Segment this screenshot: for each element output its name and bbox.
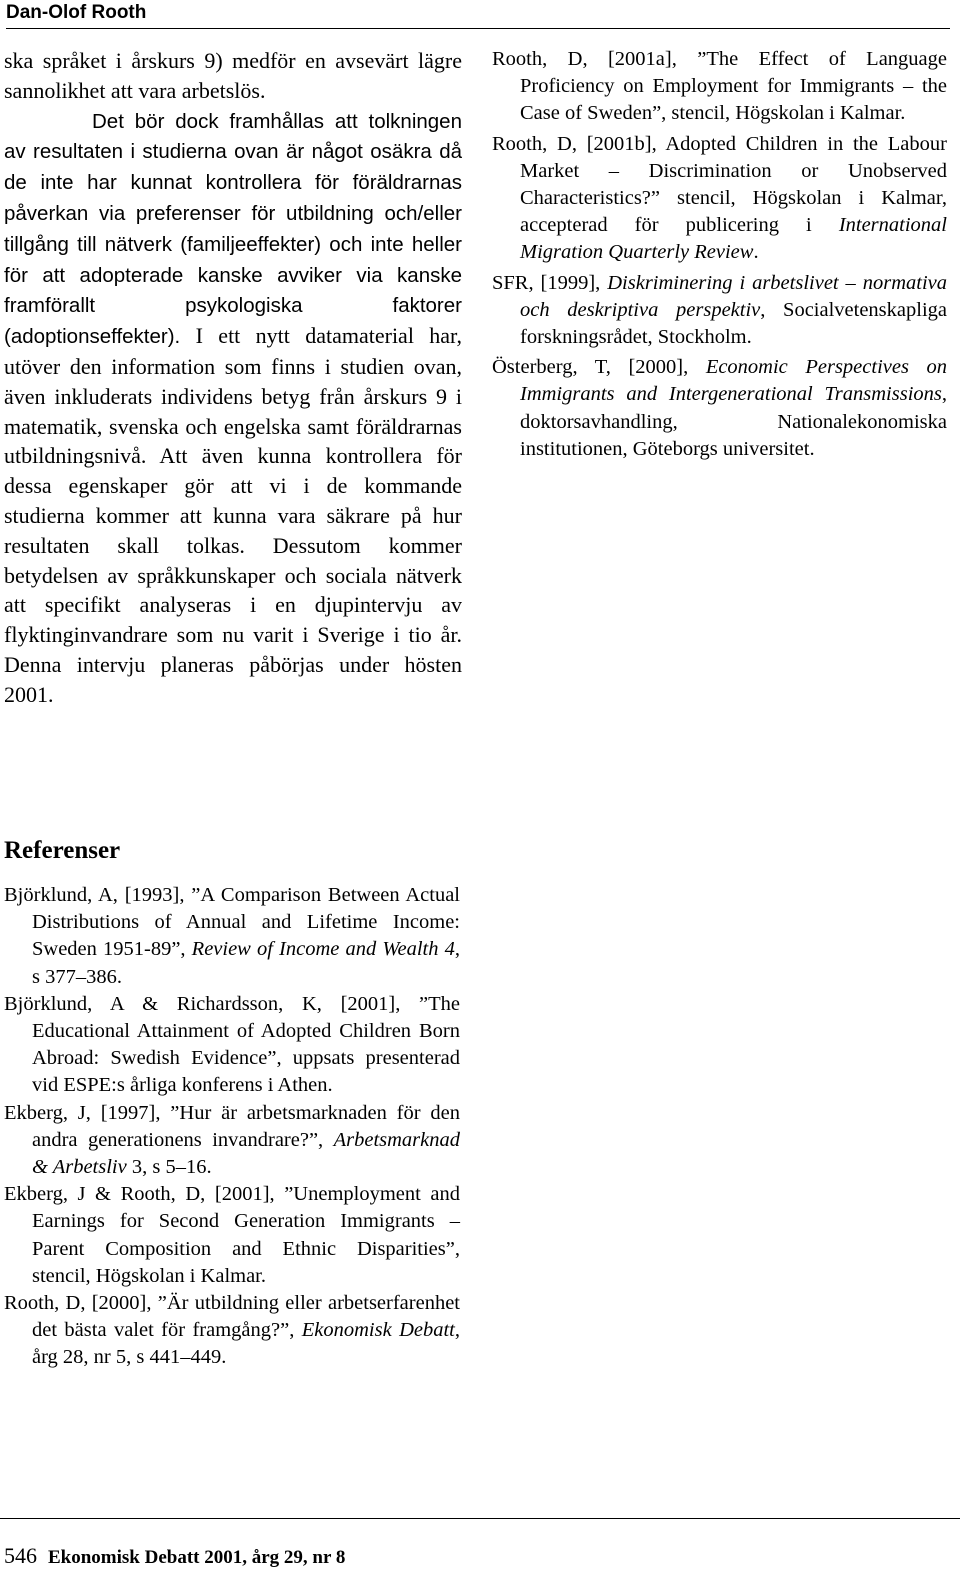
reference-item: Rooth, D, [2000], ”Är utbildning eller arbetserfarenhet det bästa valet för framgång?”, Ekonomisk Debatt, årg 28, nr 5, s 441–449. xyxy=(4,1292,460,1369)
references-list-right xyxy=(492,46,947,463)
reference-item: Österberg, T, [2000], Economic Perspectives on Immigrants and Intergenerational Transmissions, doktorsavhandling, Nationalekonomiska institutionen, Göteborgs universitet. xyxy=(492,356,947,460)
footer-rule xyxy=(0,1518,960,1519)
reference-item: Rooth, D, [2001a], ”The Effect of Language Proficiency on Employment for Immigrants – the Case of Sweden”, stencil, Högskolan i Kalmar. xyxy=(492,48,947,125)
running-footer xyxy=(4,1542,345,1572)
reference-item: Björklund, A, [1993], ”A Comparison Between Actual Distributions of Annual and Lifetime Income: Sweden 1951-89”, Review of Income and Wealth 4, s 377–386. xyxy=(4,884,460,988)
body-paragraph-1: ska språket i årskurs 9) medför en avsevärt lägre sannolikhet att vara arbetslös. xyxy=(4,48,462,103)
body-column-left xyxy=(4,46,462,710)
reference-item: Ekberg, J, [1997], ”Hur är arbetsmarknaden för den andra generationens invandrare?”, Arbetsmarknad & Arbetsliv 3, s 5–16. xyxy=(4,1101,460,1179)
running-header xyxy=(6,0,950,29)
header-author: Dan-Olof Rooth xyxy=(6,2,147,23)
references-list-left xyxy=(4,882,460,1372)
reference-item: Ekberg, J & Rooth, D, [2001], ”Unemployment and Earnings for Second Generation Immigrants – Parent Composition and Ethnic Disparities”, stencil, Högskolan i Kalmar. xyxy=(4,1183,460,1287)
reference-item: SFR, [1999], Diskriminering i arbetslivet – normativa och deskriptiva perspektiv, Socialvetenskapliga forskningsrådet, Stockholm. xyxy=(492,271,948,349)
body-paragraph xyxy=(4,46,462,710)
reference-item: Rooth, D, [2001b], Adopted Children in the Labour Market – Discrimination or Unobserved Characteristics?” stencil, Högskolan i Kalmar, accepterad för publicering i International Migration Quarterly Review. xyxy=(492,132,947,264)
body-paragraph-2-sans: Det bör dock framhållas att tolkningen av resultaten i studierna ovan är något osäkra då de inte har kunnat kontrollera för föräldrarnas påverkan via preferenser för utbildning och/eller tillgång till nätverk (familjeeffekter) och inte heller för att adopterade kanske avviker via kanske framförallt psykologiska faktorer (adoptionseffekter). xyxy=(4,109,462,349)
reference-item: Björklund, A & Richardsson, K, [2001], ”The Educational Attainment of Adopted Children Born Abroad: Swedish Evidence”, uppsats presenterad vid ESPE:s årliga konferens i Athen. xyxy=(4,992,460,1097)
page-number: 546 xyxy=(4,1543,37,1568)
body-paragraph-2-serif: I ett nytt datamaterial har, utöver den information som finns i studien ovan, även inkluderats individens betyg från årskurs 9 i matematik, svenska och engelska samt föräldrarnas utbildningsnivå. Att även kunna kontrollera för dessa egenskaper gör att vi i de kommande studierna kommer att kunna vara säkrare på hur resultaten skall tolkas. Dessutom kommer betydelsen av språkkunskaper och sociala nätverk att specifikt analyseras i en djupintervju av flyktinginvandrare som nu varit i Sverige i tio år. Denna intervju planeras påbörjas under hösten 2001. xyxy=(4,323,462,707)
journal-citation: Ekonomisk Debatt 2001, årg 29, nr 8 xyxy=(48,1547,346,1568)
references-heading: Referenser xyxy=(4,837,121,864)
